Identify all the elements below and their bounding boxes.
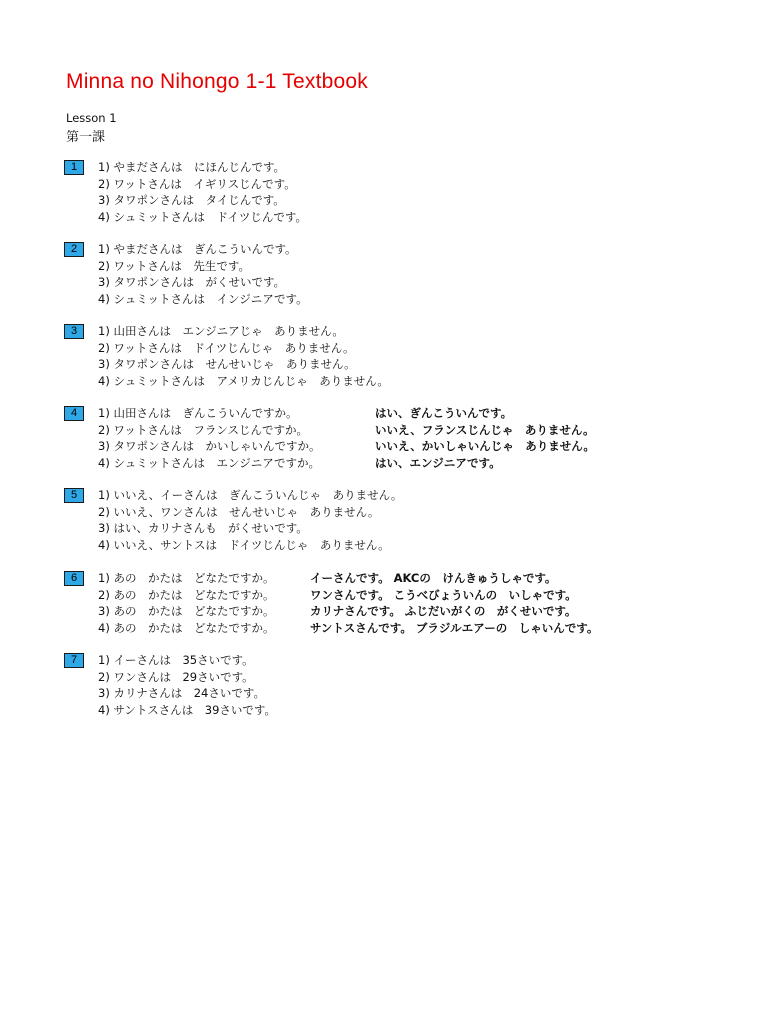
exercise-number-badge: 1 bbox=[64, 160, 84, 175]
exercise-sentence: 2) ワットさんは イギリスじんです。 bbox=[98, 176, 296, 191]
exercise-sentence: 2) いいえ、ワンさんは せんせいじゃ ありません。 bbox=[98, 504, 380, 519]
exercise-sentence: 3) タワポンさんは かいしゃいんですか。 bbox=[98, 439, 321, 453]
exercise-number-badge: 2 bbox=[64, 242, 84, 257]
exercise-answer: サントスさんです。 ブラジルエアーの しゃいんです。 bbox=[310, 620, 599, 635]
exercise-sentence: 2) ワットさんは 先生です。 bbox=[98, 258, 250, 273]
exercise-answer: イーさんです。 AKCの けんきゅうしゃです。 bbox=[310, 571, 557, 585]
exercise-number-badge: 6 bbox=[64, 571, 84, 586]
exercise-sentence: 1) あの かたは どなたですか。 bbox=[98, 571, 275, 585]
exercise-number-badge: 4 bbox=[64, 406, 84, 421]
exercise-sentence: 4) シュミットさんは エンジニアですか。 bbox=[98, 455, 321, 470]
exercise-answer: いいえ、かいしゃいんじゃ ありません。 bbox=[375, 439, 595, 453]
exercise-sentence: 1) いいえ、イーさんは ぎんこういんじゃ ありません。 bbox=[98, 488, 403, 502]
exercise-number-badge: 7 bbox=[64, 653, 84, 668]
exercise-sentence: 1) やまださんは ぎんこういんです。 bbox=[98, 242, 297, 256]
exercise-sentence: 2) ワットさんは ドイツじんじゃ ありません。 bbox=[98, 340, 355, 355]
exercise-sentence: 1) やまださんは にほんじんです。 bbox=[98, 160, 286, 174]
exercise-sentence: 3) はい、カリナさんも がくせいです。 bbox=[98, 521, 308, 535]
exercise-answer: ワンさんです。 こうべびょういんの いしゃです。 bbox=[310, 587, 577, 602]
exercise-sentence: 3) タワポンさんは せんせいじゃ ありません。 bbox=[98, 357, 356, 371]
lesson-label: Lesson 1 bbox=[66, 111, 117, 125]
exercise-sentence: 4) シュミットさんは ドイツじんです。 bbox=[98, 209, 308, 224]
exercise-sentence: 3) あの かたは どなたですか。 bbox=[98, 604, 275, 618]
lesson-title-japanese: 第一課 bbox=[66, 130, 106, 145]
exercise-sentence: 4) あの かたは どなたですか。 bbox=[98, 620, 275, 635]
document-title: Minna no Nihongo 1-1 Textbook bbox=[66, 70, 368, 93]
exercise-number-badge: 3 bbox=[64, 324, 84, 339]
exercise-number-badge: 5 bbox=[64, 488, 84, 503]
exercise-sentence: 4) いいえ、サントスは ドイツじんじゃ ありません。 bbox=[98, 537, 390, 552]
exercise-sentence: 3) カリナさんは 24さいです。 bbox=[98, 686, 265, 700]
exercise-answer: カリナさんです。 ふじだいがくの がくせいです。 bbox=[310, 604, 577, 618]
exercise-sentence: 1) イーさんは 35さいです。 bbox=[98, 653, 254, 667]
exercise-sentence: 1) 山田さんは ぎんこういんですか。 bbox=[98, 406, 298, 420]
exercise-sentence: 3) タワポンさんは タイじんです。 bbox=[98, 193, 285, 207]
exercise-sentence: 2) あの かたは どなたですか。 bbox=[98, 587, 275, 602]
exercise-answer: はい、ぎんこういんです。 bbox=[375, 406, 513, 420]
exercise-sentence: 4) サントスさんは 39さいです。 bbox=[98, 702, 276, 717]
exercise-sentence: 1) 山田さんは エンジニアじゃ ありません。 bbox=[98, 324, 344, 338]
exercise-sentence: 4) シュミットさんは アメリカじんじゃ ありません。 bbox=[98, 373, 389, 388]
exercise-sentence: 2) ワンさんは 29さいです。 bbox=[98, 669, 254, 684]
exercise-sentence: 4) シュミットさんは インジニアです。 bbox=[98, 291, 308, 306]
exercise-sentence: 2) ワットさんは フランスじんですか。 bbox=[98, 422, 309, 437]
exercise-sentence: 3) タワポンさんは がくせいです。 bbox=[98, 275, 286, 289]
exercise-answer: いいえ、フランスじんじゃ ありません。 bbox=[375, 422, 595, 437]
exercise-answer: はい、エンジニアです。 bbox=[375, 455, 501, 470]
